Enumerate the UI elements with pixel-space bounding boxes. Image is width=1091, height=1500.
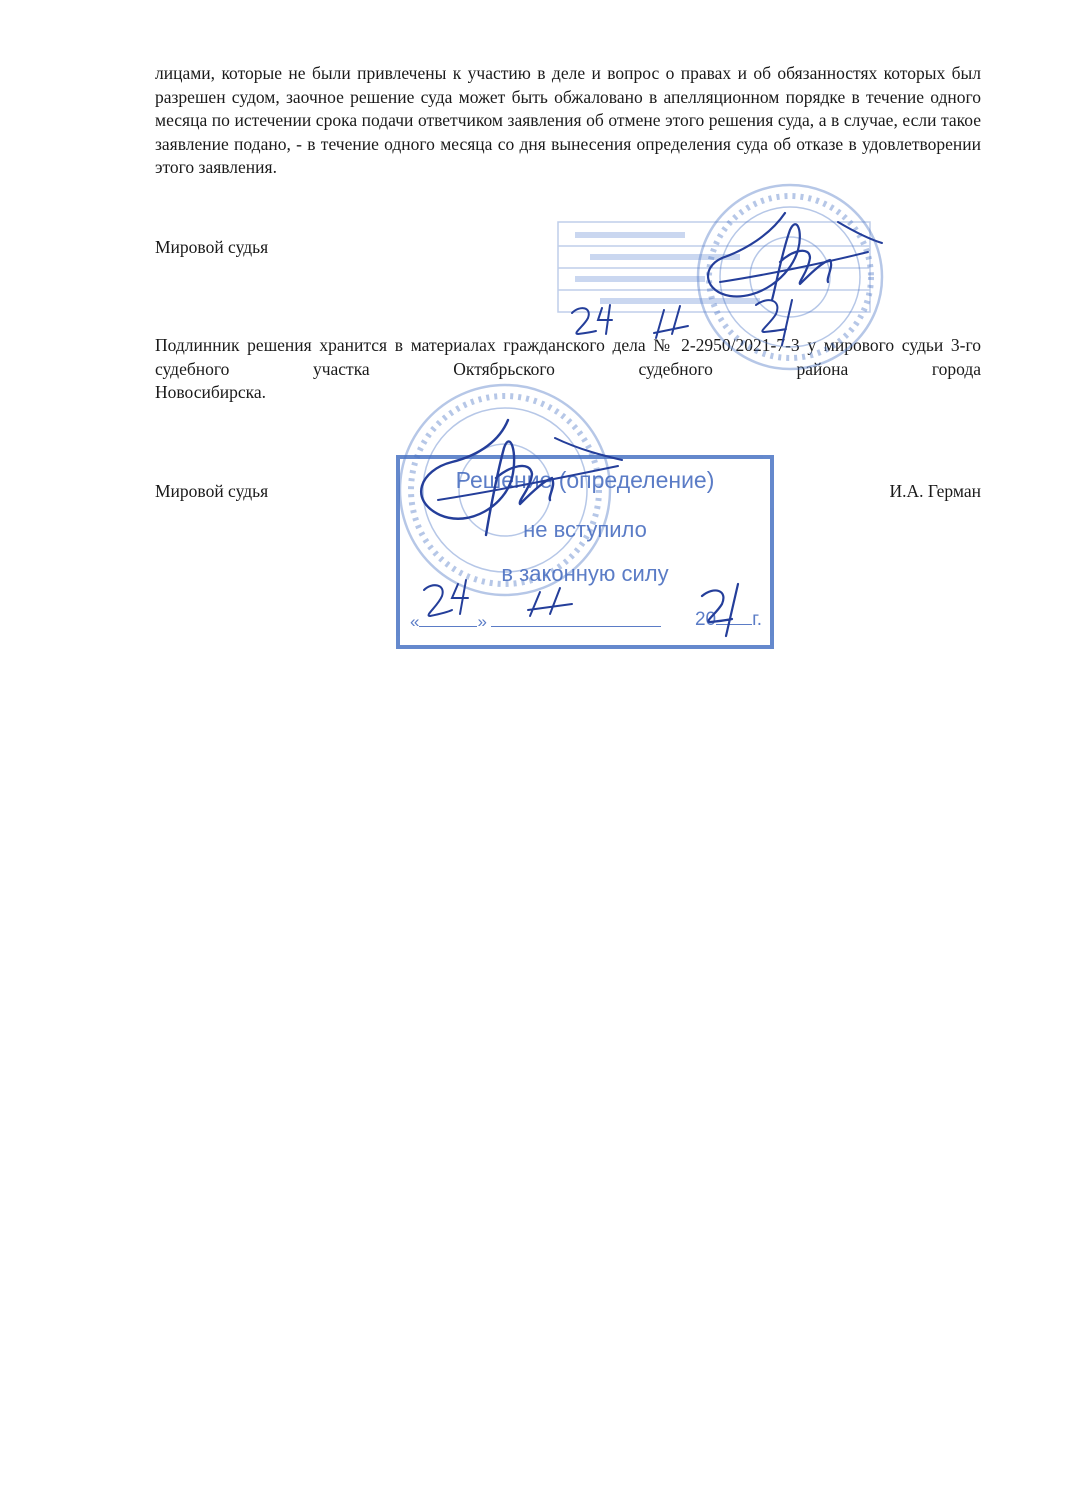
stamp-date-field [410,612,661,632]
original-location-text: Подлинник решения хранится в материалах гражданского дела № 2-2950/2021-7-3 у мирового судьи 3-го судебного участка Октябрьского судебного района города [155,335,981,379]
stamp-close-quote: » [477,612,487,631]
judge-label-upper: Мировой судья [155,237,269,257]
stamp-year-suffix: г. [752,609,762,630]
stamp-line-1: Решение (определение) [455,467,715,493]
judge-name: И.А. Герман [889,481,981,501]
legal-force-stamp [396,455,774,649]
original-location-paragraph [155,334,981,405]
original-location-city: Новосибирска. [155,382,267,402]
stamp-line-3: в законную силу [501,561,669,586]
appeal-text: лицами, которые не были привлечены к участию в деле и вопрос о правах и об обязанностях которых был разрешен судом, заочное решение суда может быть обжаловано в апелляционном порядке в течение одного месяца по истечении срока подачи ответчиком заявления об отмене этого решения суда, а в случае, если такое заявление подано, - в течение одного месяца со дня вынесения определения суда об отказе в удовлетворении этого заявления. [155,63,981,177]
upper-date-day [572,305,612,334]
judge-label-lower: Мировой судья [155,481,269,501]
stamp-year-prefix: 20 [694,609,717,630]
upper-faded-stamp [558,222,870,312]
stamp-open-quote: « [410,612,420,631]
stamp-year-field [695,609,762,631]
upper-signature [708,213,831,300]
stamp-line-2: не вступило [523,517,647,542]
main-paragraph [155,62,981,180]
upper-signature-tail [720,222,882,282]
